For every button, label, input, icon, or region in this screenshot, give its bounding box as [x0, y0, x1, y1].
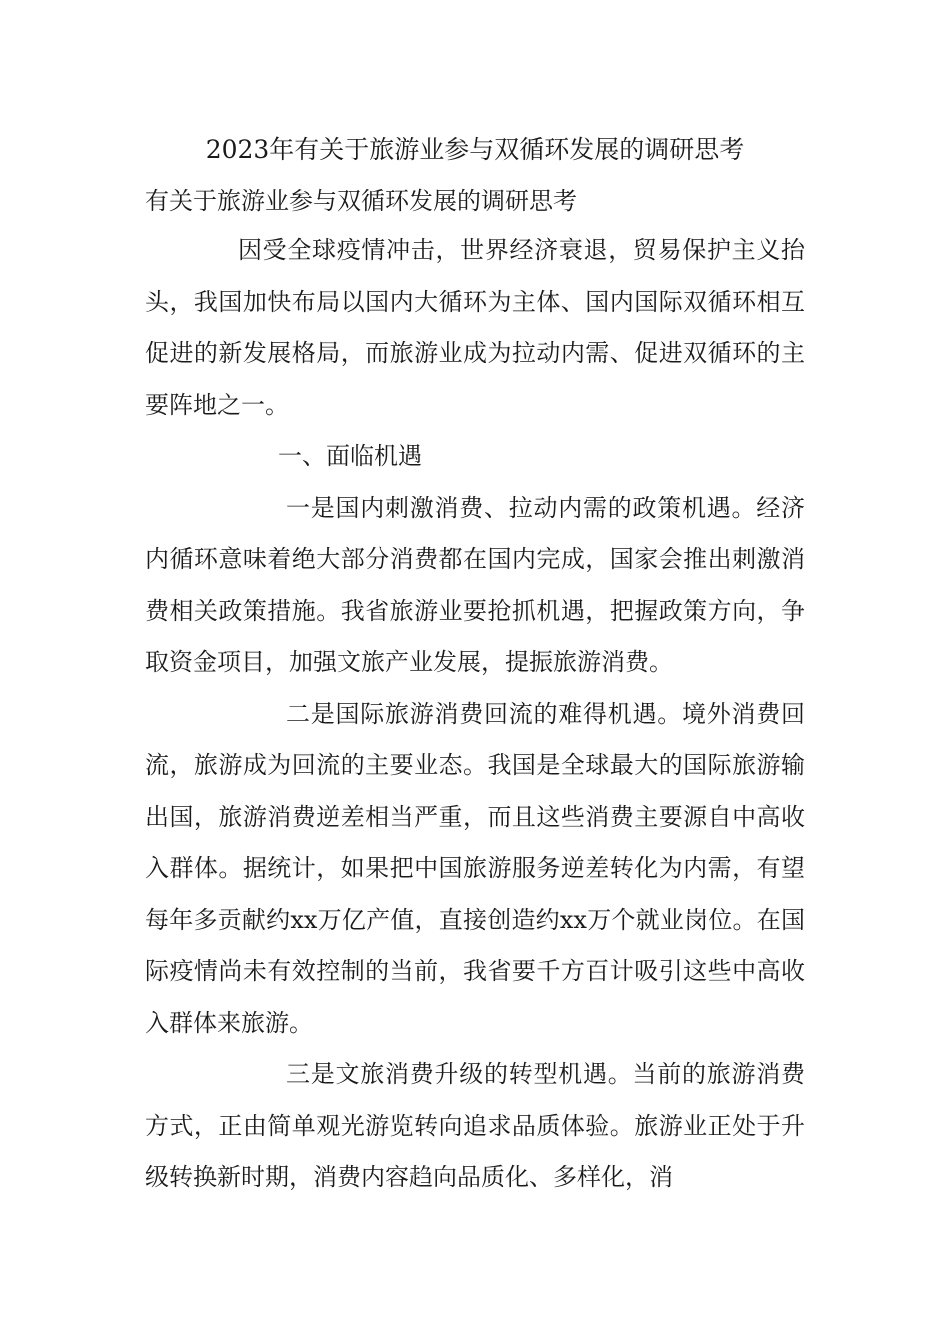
document-body: [145, 225, 805, 1204]
section-heading: 一、面临机遇: [278, 442, 422, 470]
intro-paragraph: 因受全球疫情冲击，世界经济衰退，贸易保护主义抬头，我国加快布局以国内大循环为主体、国内国际双循环相互促进的新发展格局，而旅游业成为拉动内需、促进双循环的主要阵地之一。: [145, 236, 805, 419]
document-title: 2023年有关于旅游业参与双循环发展的调研思考: [205, 135, 745, 164]
document-subtitle: 有关于旅游业参与双循环发展的调研思考: [145, 187, 577, 215]
paragraph-opportunity-1: 一是国内刺激消费、拉动内需的政策机遇。经济内循环意味着绝大部分消费都在国内完成，国家会推出刺激消费相关政策措施。我省旅游业要抢抓机遇，把握政策方向，争取资金项目，加强文旅产业发展，提振旅游消费。: [145, 493, 805, 676]
paragraph-opportunity-3: 三是文旅消费升级的转型机遇。当前的旅游消费方式，正由简单观光游览转向追求品质体验。旅游业正处于升级转换新时期，消费内容趋向品质化、多样化，消: [145, 1060, 805, 1191]
paragraph-opportunity-2: 二是国际旅游消费回流的难得机遇。境外消费回流，旅游成为回流的主要业态。我国是全球最大的国际旅游输出国，旅游消费逆差相当严重，而且这些消费主要源自中高收入群体。据统计，如果把中国旅游服务逆差转化为内需，有望每年多贡献约xx万亿产值，直接创造约xx万个就业岗位。在国际疫情尚未有效控制的当前，我省要千方百计吸引这些中高收入群体来旅游。: [145, 699, 805, 1037]
